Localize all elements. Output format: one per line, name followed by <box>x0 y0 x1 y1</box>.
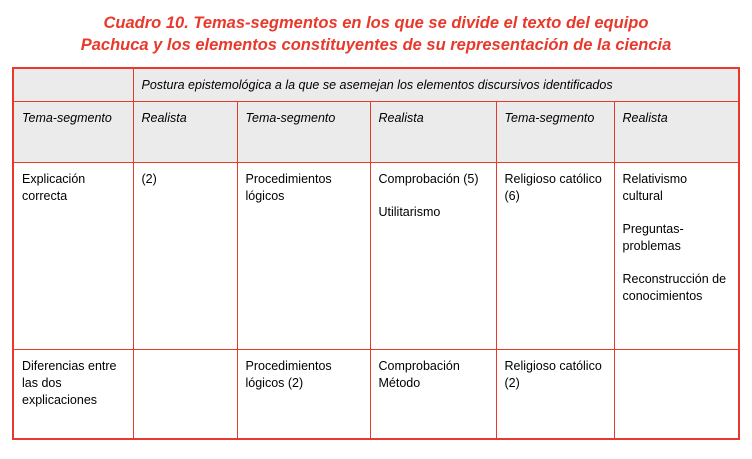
caption-line-2: Pachuca y los elementos constituyentes de su representación de la ciencia <box>80 36 672 55</box>
table-header-top-row <box>13 68 739 102</box>
cuadro-10-table <box>12 67 740 441</box>
cell-r1-c2 <box>133 163 237 350</box>
subheader-tema-segmento-3: Tema-segmento <box>496 102 614 163</box>
cell-text: Religioso católico (2) <box>504 359 602 391</box>
subheader-realista-1: Realista <box>133 102 237 163</box>
table-row <box>13 163 739 350</box>
cell-text: Explicación correcta <box>22 172 86 204</box>
cell-r1-c6 <box>614 163 739 350</box>
cell-text: Comprobación (5) <box>378 172 479 187</box>
cell-text: Relativismo cultural <box>622 172 688 204</box>
cell-r2-c6 <box>614 350 739 440</box>
cell-text: Diferencias entre las dos explicaciones <box>22 359 117 408</box>
subheader-realista-2: Realista <box>370 102 496 163</box>
table-caption <box>18 12 734 57</box>
cell-text: Utilitarismo <box>378 205 441 220</box>
cell-text: Preguntas-problemas <box>622 222 684 254</box>
header-group-title: Postura epistemológica a la que se asemejan los elementos discursivos identificados <box>133 68 739 102</box>
cell-text: (2) <box>141 172 157 187</box>
cell-text: Procedimientos lógicos <box>245 172 332 204</box>
table-subheader-row <box>13 102 739 163</box>
cell-text: Reconstrucción de conocimientos <box>622 271 727 303</box>
cell-r2-c2 <box>133 350 237 440</box>
cell-text: Religioso católico (6) <box>504 172 602 204</box>
table-row <box>13 350 739 440</box>
cell-r1-c3 <box>237 163 370 350</box>
cell-r1-c1 <box>13 163 133 350</box>
cell-text: Procedimientos lógicos (2) <box>245 359 332 391</box>
caption-line-1: Cuadro 10. Temas-segmentos en los que se divide el texto del equipo <box>103 14 649 32</box>
subheader-tema-segmento-2: Tema-segmento <box>237 102 370 163</box>
cell-r2-c3 <box>237 350 370 440</box>
cell-text: Comprobación Método <box>378 359 460 391</box>
cell-r2-c4 <box>370 350 496 440</box>
cell-r1-c5 <box>496 163 614 350</box>
subheader-realista-3: Realista <box>614 102 739 163</box>
cell-r2-c1 <box>13 350 133 440</box>
cell-r1-c4 <box>370 163 496 350</box>
subheader-tema-segmento-1: Tema-segmento <box>13 102 133 163</box>
header-corner-cell <box>13 68 133 102</box>
cell-r2-c5 <box>496 350 614 440</box>
